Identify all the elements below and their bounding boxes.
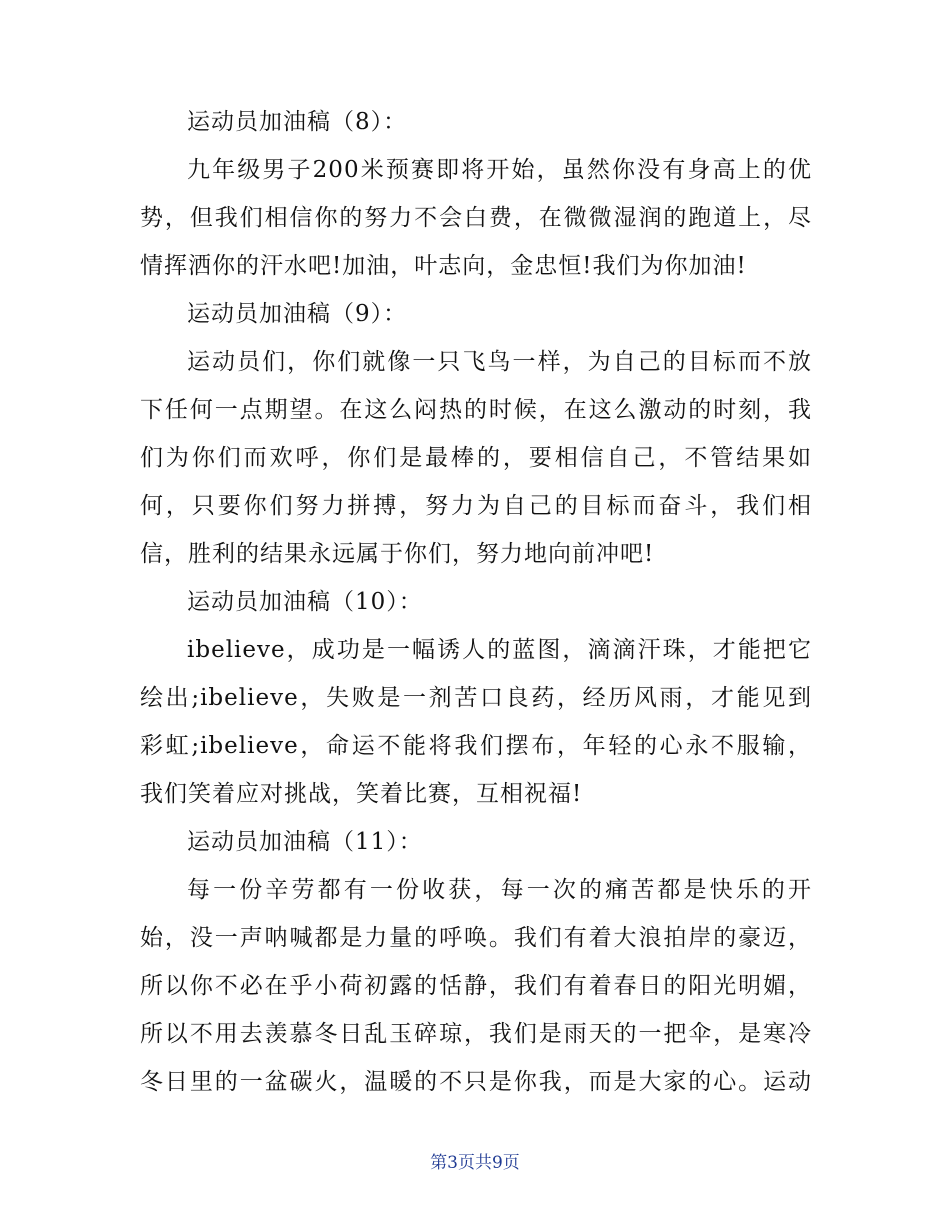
paragraph-line: 们为你们而欢呼，你们是最棒的，要相信自己，不管结果如 — [140, 445, 812, 471]
document-body — [140, 98, 812, 1106]
paragraph-line: 信，胜利的结果永远属于你们，努力地向前冲吧! — [140, 541, 655, 567]
page-number-footer: 第3页共9页 — [430, 1153, 520, 1173]
paragraph-line: 绘出;ibelieve，失败是一剂苦口良药，经历风雨，才能见到 — [140, 685, 812, 711]
paragraph-line: 冬日里的一盆碳火，温暖的不只是你我，而是大家的心。运动 — [140, 1069, 812, 1095]
paragraph-line: ibelieve，成功是一幅诱人的蓝图，滴滴汗珠，才能把它 — [187, 637, 812, 663]
paragraph-line: 所以你不必在乎小荷初露的恬静，我们有着春日的阳光明媚， — [140, 973, 812, 999]
paragraph-line: 每一份辛劳都有一份收获，每一次的痛苦都是快乐的开 — [187, 877, 812, 903]
paragraph-line: 情挥洒你的汗水吧!加油，叶志向，金忠恒!我们为你加油! — [140, 253, 747, 279]
paragraph-line: 始，没一声呐喊都是力量的呼唤。我们有着大浪拍岸的豪迈， — [140, 925, 812, 951]
paragraph-line: 九年级男子200米预赛即将开始，虽然你没有身高上的优 — [187, 157, 812, 183]
section-paragraph-8 — [140, 146, 812, 290]
paragraph-line: 运动员们，你们就像一只飞鸟一样，为自己的目标而不放 — [187, 349, 812, 375]
paragraph-line: 势，但我们相信你的努力不会白费，在微微湿润的跑道上，尽 — [140, 205, 812, 231]
paragraph-line: 所以不用去羡慕冬日乱玉碎琼，我们是雨天的一把伞，是寒冷 — [140, 1021, 812, 1047]
paragraph-line: 彩虹;ibelieve，命运不能将我们摆布，年轻的心永不服输， — [140, 733, 812, 759]
section-paragraph-10 — [140, 626, 812, 818]
section-heading-9: 运动员加油稿（9）： — [187, 301, 408, 327]
section-paragraph-11 — [140, 866, 812, 1106]
section-heading-11: 运动员加油稿（11）： — [187, 829, 423, 855]
section-heading-10: 运动员加油稿（10）： — [187, 589, 423, 615]
paragraph-line: 何，只要你们努力拼搏，努力为自己的目标而奋斗，我们相 — [140, 493, 812, 519]
paragraph-line: 下任何一点期望。在这么闷热的时候，在这么激动的时刻，我 — [140, 397, 812, 423]
section-paragraph-9 — [140, 338, 812, 578]
section-heading-8: 运动员加油稿（8）： — [187, 109, 408, 135]
paragraph-line: 我们笑着应对挑战，笑着比赛，互相祝福! — [140, 781, 583, 807]
